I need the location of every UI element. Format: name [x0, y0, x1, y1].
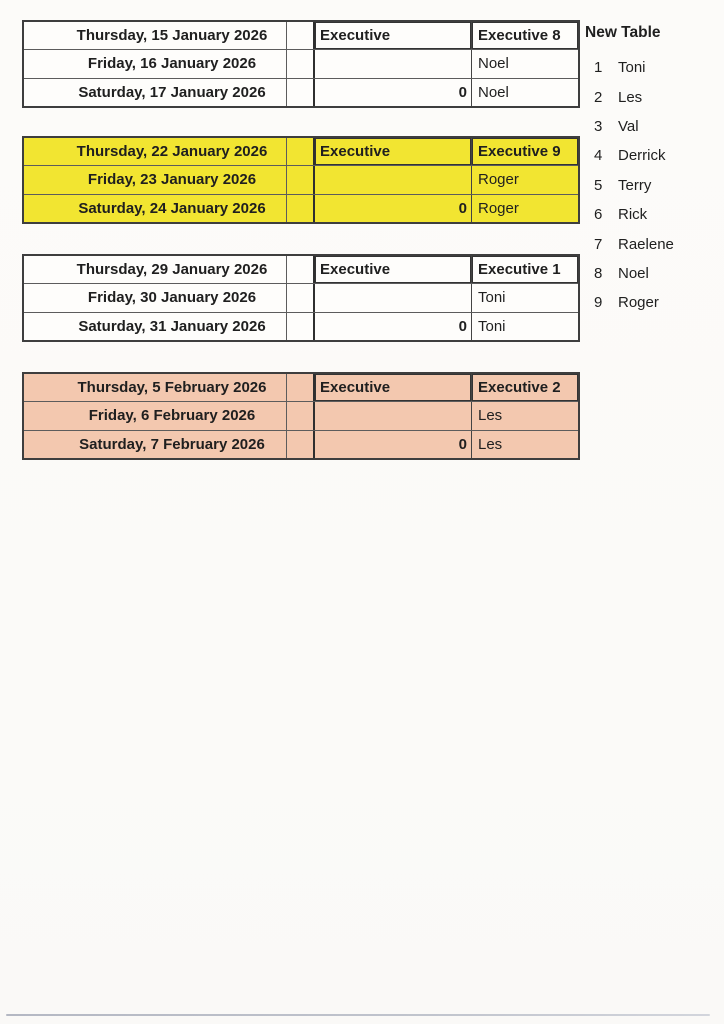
roster-number: 1	[594, 59, 603, 77]
executive-number-cell: Executive 2	[472, 374, 578, 401]
empty-cell	[315, 402, 472, 429]
executive-label-cell: Executive	[315, 374, 472, 401]
date-cell: Thursday, 5 February 2026	[24, 374, 287, 401]
spacer-cell	[287, 79, 315, 106]
date-cell: Friday, 6 February 2026	[24, 402, 287, 429]
date-cell: Friday, 30 January 2026	[24, 284, 287, 311]
spacer-cell	[287, 431, 315, 458]
roster-number: 8	[594, 264, 603, 282]
schedule-table-week-29-january	[22, 254, 580, 342]
roster-item	[585, 288, 720, 317]
empty-cell	[315, 50, 472, 77]
table-row	[24, 165, 578, 193]
roster-number: 2	[594, 88, 603, 106]
table-row	[24, 430, 578, 458]
roster-item	[585, 53, 720, 82]
table-row	[24, 194, 578, 222]
roster-name: Roger	[618, 294, 659, 312]
roster-number: 4	[594, 147, 603, 165]
roster-name: Toni	[618, 59, 646, 77]
executive-number-cell: Executive 8	[472, 22, 578, 49]
date-cell: Saturday, 24 January 2026	[24, 195, 287, 222]
new-table-roster	[585, 24, 720, 318]
table-header-row	[24, 374, 578, 401]
assignee-cell: Toni	[478, 289, 506, 307]
roster-item	[585, 200, 720, 229]
roster-item	[585, 141, 720, 170]
executive-label-cell: Executive	[315, 138, 472, 165]
assignee-cell: Roger	[478, 171, 519, 189]
roster-name: Les	[618, 88, 643, 106]
spacer-cell	[287, 284, 315, 311]
assignee-cell: Toni	[478, 317, 506, 335]
schedule-table-week-5-february	[22, 372, 580, 460]
zero-value-cell: 0	[315, 195, 472, 222]
executive-label-cell: Executive	[315, 256, 472, 283]
date-cell: Saturday, 31 January 2026	[24, 313, 287, 340]
date-cell: Saturday, 17 January 2026	[24, 79, 287, 106]
roster-name: Rick	[618, 206, 648, 224]
spacer-cell	[287, 50, 315, 77]
executive-label-cell: Executive	[315, 22, 472, 49]
table-row	[24, 312, 578, 340]
table-row	[24, 401, 578, 429]
date-cell: Thursday, 15 January 2026	[24, 22, 287, 49]
date-cell: Thursday, 29 January 2026	[24, 256, 287, 283]
table-row	[24, 49, 578, 77]
table-header-row	[24, 256, 578, 283]
roster-number: 6	[594, 206, 603, 224]
zero-value-cell: 0	[315, 431, 472, 458]
table-header-row	[24, 138, 578, 165]
spacer-cell	[287, 138, 315, 165]
schedule-table-week-22-january	[22, 136, 580, 224]
spacer-cell	[287, 256, 315, 283]
empty-cell	[315, 284, 472, 311]
assignee-cell: Noel	[478, 55, 509, 73]
scan-artifact-line	[6, 1014, 710, 1016]
assignee-cell: Les	[478, 407, 503, 425]
table-row	[24, 283, 578, 311]
roster-number: 7	[594, 235, 603, 253]
new-table-title: New Table	[585, 24, 661, 41]
assignee-cell: Roger	[478, 199, 519, 217]
spacer-cell	[287, 374, 315, 401]
roster-item	[585, 229, 720, 258]
empty-cell	[315, 166, 472, 193]
spacer-cell	[287, 195, 315, 222]
roster-item	[585, 112, 720, 141]
roster-item	[585, 171, 720, 200]
roster-name: Raelene	[618, 235, 674, 253]
zero-value-cell: 0	[315, 313, 472, 340]
spacer-cell	[287, 402, 315, 429]
assignee-cell: Noel	[478, 83, 509, 101]
roster-name: Noel	[618, 264, 649, 282]
roster-number: 3	[594, 117, 603, 135]
executive-number-cell: Executive 9	[472, 138, 578, 165]
roster-number: 9	[594, 294, 603, 312]
roster-item	[585, 259, 720, 288]
zero-value-cell: 0	[315, 79, 472, 106]
table-header-row	[24, 22, 578, 49]
date-cell: Friday, 23 January 2026	[24, 166, 287, 193]
roster-name: Derrick	[618, 147, 666, 165]
executive-number-cell: Executive 1	[472, 256, 578, 283]
schedule-table-week-15-january	[22, 20, 580, 108]
spacer-cell	[287, 166, 315, 193]
spacer-cell	[287, 22, 315, 49]
assignee-cell: Les	[478, 435, 503, 453]
roster-name: Terry	[618, 176, 652, 194]
roster-item	[585, 82, 720, 111]
date-cell: Thursday, 22 January 2026	[24, 138, 287, 165]
spacer-cell	[287, 313, 315, 340]
roster-name: Val	[618, 117, 639, 135]
date-cell: Friday, 16 January 2026	[24, 50, 287, 77]
table-row	[24, 78, 578, 106]
roster-number: 5	[594, 176, 603, 194]
date-cell: Saturday, 7 February 2026	[24, 431, 287, 458]
